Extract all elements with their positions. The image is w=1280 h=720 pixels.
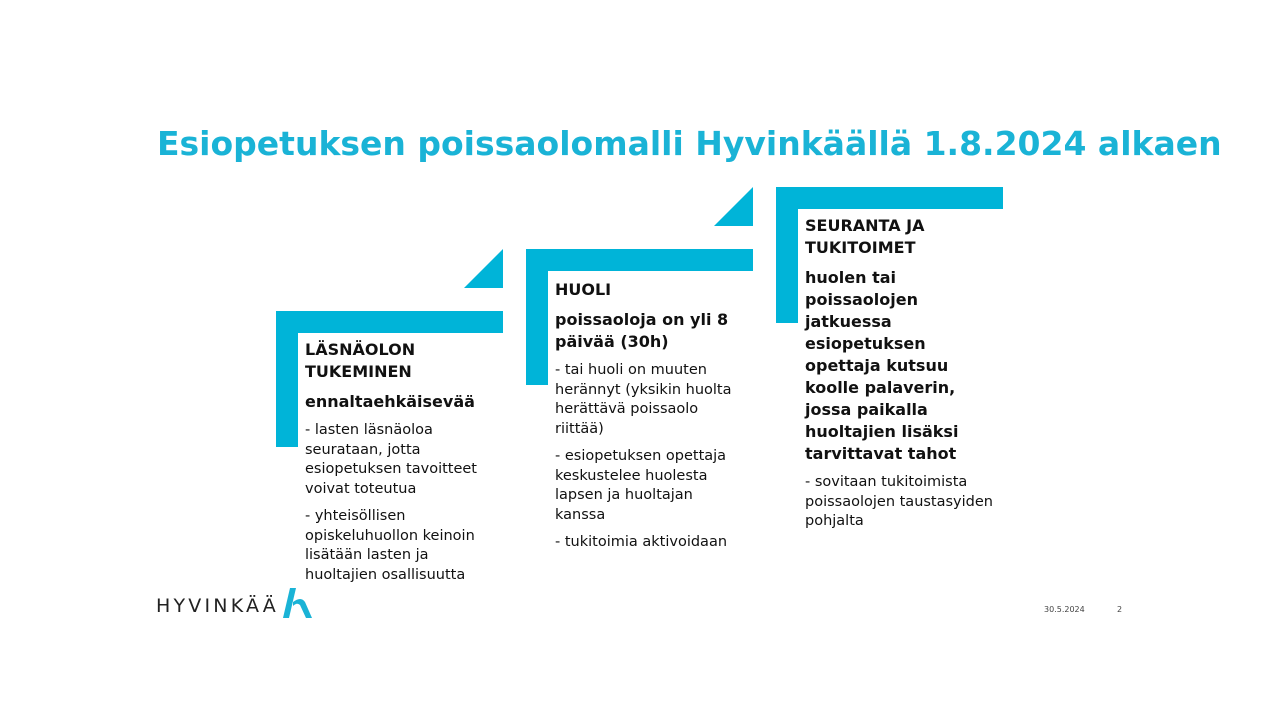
h-logo-icon [281, 586, 315, 620]
step-2-heading: HUOLI [555, 280, 612, 299]
step-3-left-bar [776, 187, 798, 323]
step-2-arrow-corner [714, 187, 753, 226]
step-1-arrow-corner [464, 249, 503, 288]
step-1-bullet-1: - lasten läsnäoloa seurataan, jotta esiopetuksen tavoitteet voivat toteutua [305, 422, 477, 497]
footer-page-number: 2 [1117, 605, 1123, 614]
step-1-top-bar [276, 311, 503, 333]
step-1-left-bar [276, 311, 298, 447]
step-2-bullet-3: - tukitoimia aktivoidaan [555, 534, 728, 550]
step-1-heading: LÄSNÄOLON TUKEMINEN [305, 340, 416, 381]
step-2-content [555, 279, 745, 561]
step-3-subhead: huolen tai poissaolojen jatkuessa esiopetuksen opettaja kutsuu koolle palaverin, jossa paikalla huoltajien lisäksi tarvittavat tahot [805, 268, 959, 463]
step-1-content [305, 339, 505, 593]
logo-text: HYVINKÄÄ [156, 595, 279, 617]
step-2-top-bar [526, 249, 753, 271]
footer-date: 30.5.2024 [1044, 605, 1085, 614]
step-3-bullet-1: - sovitaan tukitoimista poissaolojen taustasyiden pohjalta [805, 474, 993, 529]
step-3-top-bar [776, 187, 1003, 209]
step-3-heading: SEURANTA JA TUKITOIMET [805, 216, 925, 257]
step-1-subhead: ennaltaehkäisevää [305, 392, 475, 411]
step-2-left-bar [526, 249, 548, 385]
hyvinkaa-logo [156, 584, 315, 620]
step-3-content [805, 215, 1005, 540]
step-2-subhead: poissaoloja on yli 8 päivää (30h) [555, 310, 729, 351]
step-1-bullet-2: - yhteisöllisen opiskeluhuollon keinoin lisätään lasten ja huoltajien osallisuutta [305, 508, 475, 583]
slide-title: Esiopetuksen poissaolomalli Hyvinkäällä 1.8.2024 alkaen [157, 124, 1222, 163]
step-2-bullet-2: - esiopetuksen opettaja keskustelee huolesta lapsen ja huoltajan kanssa [555, 448, 727, 523]
step-2-bullet-1: - tai huoli on muuten herännyt (yksikin huolta herättävä poissaolo riittää) [555, 362, 732, 437]
